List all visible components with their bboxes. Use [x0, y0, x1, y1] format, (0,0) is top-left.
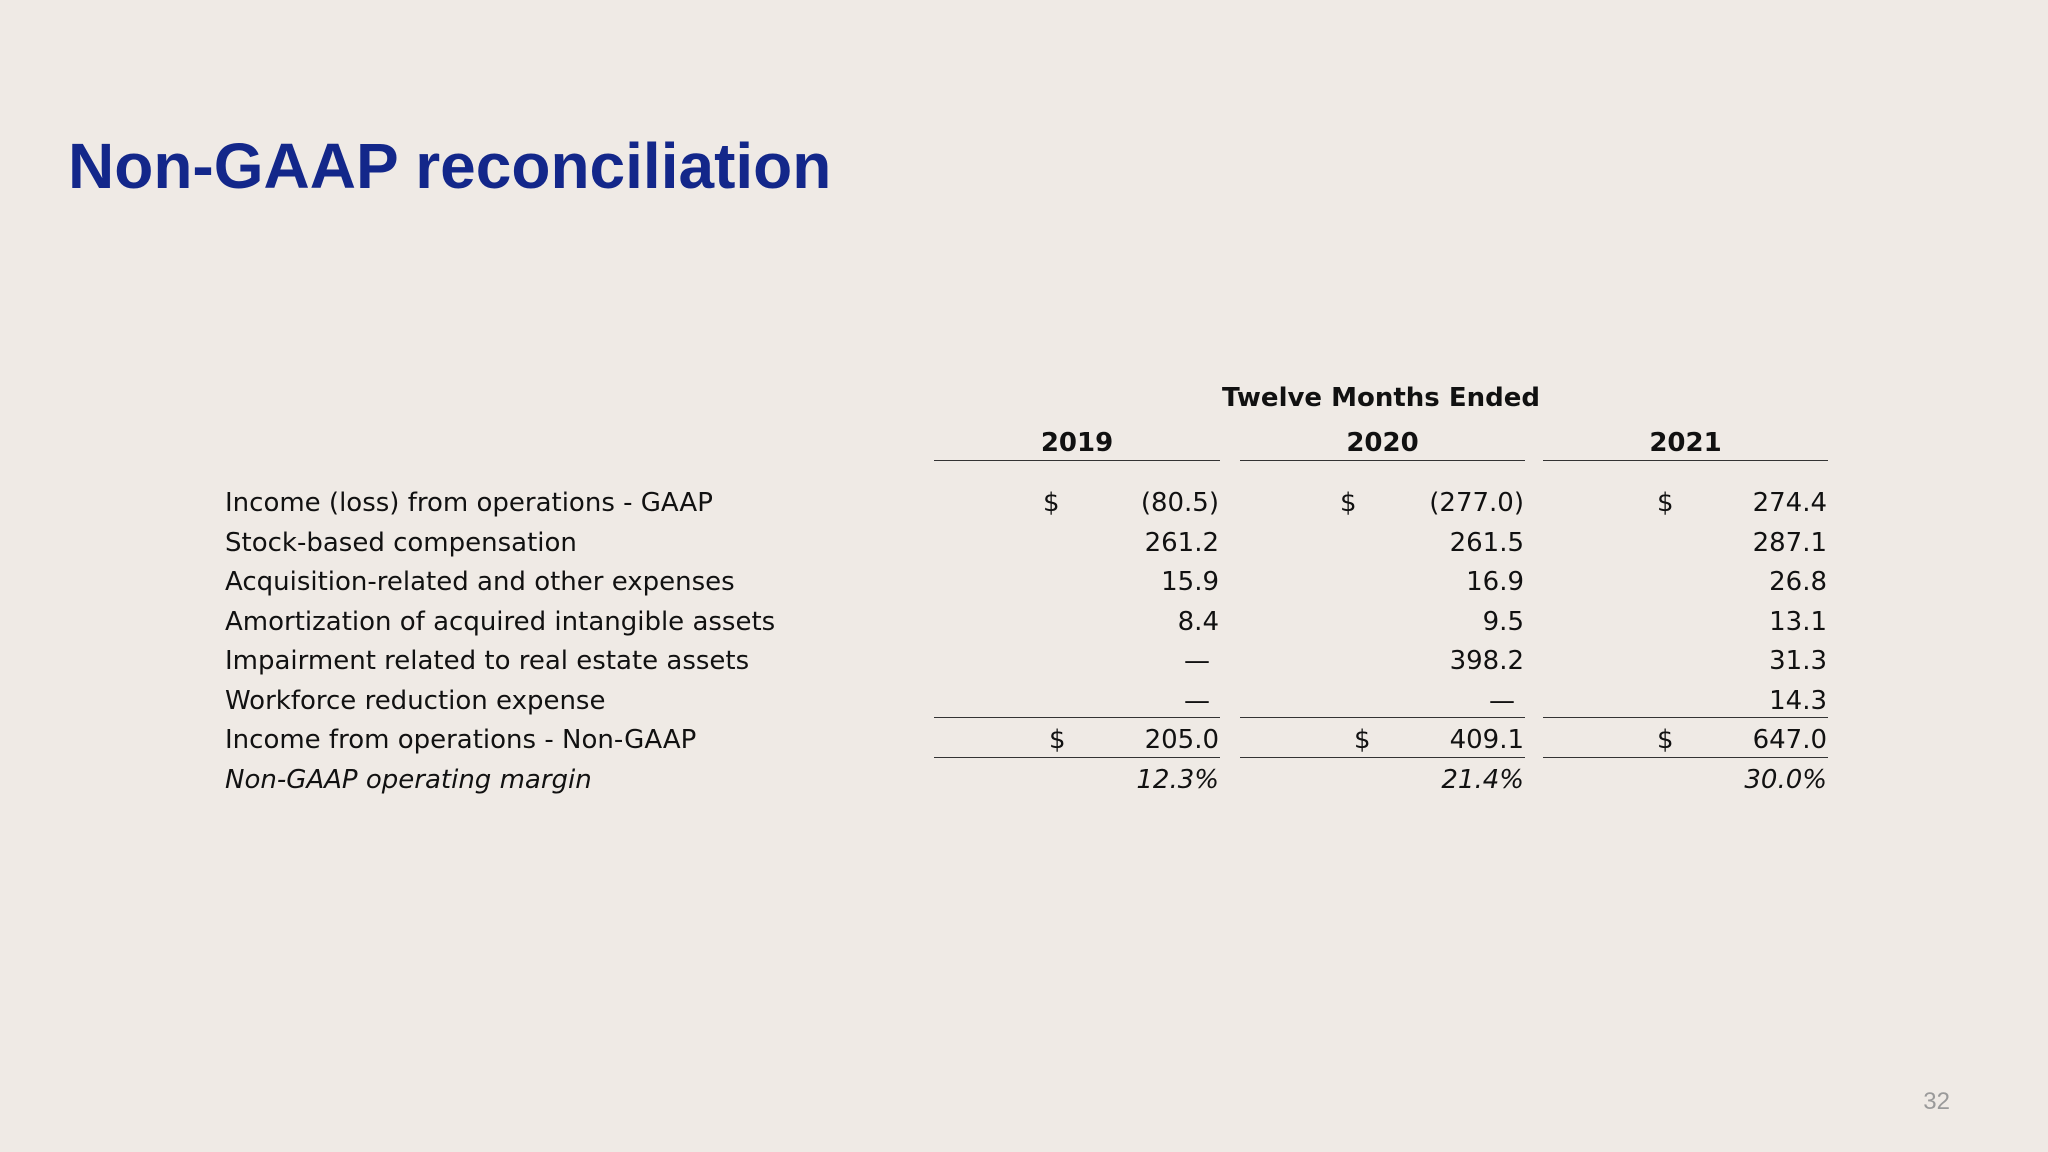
currency-symbol: $: [1657, 488, 1674, 518]
cell-2020: 409.1: [1449, 725, 1524, 755]
year-header-2019: 2019: [1040, 428, 1114, 458]
cell-2021: 13.1: [1769, 607, 1827, 637]
page-title: Non-GAAP reconciliation: [68, 130, 832, 202]
cell-2020: 16.9: [1466, 567, 1524, 597]
row-label: Non-GAAP operating margin: [225, 765, 592, 795]
header-rule-2021: [1543, 460, 1828, 461]
page-number: 32: [1923, 1088, 1950, 1115]
cell-2019: —: [1184, 646, 1210, 676]
row-label: Workforce reduction expense: [225, 686, 606, 716]
cell-2020: 9.5: [1482, 607, 1524, 637]
header-rule-2020: [1240, 460, 1525, 461]
cell-2021: 26.8: [1769, 567, 1827, 597]
row-label: Acquisition-related and other expenses: [225, 567, 735, 597]
cell-2021: 14.3: [1769, 686, 1827, 716]
cell-2020: —: [1489, 686, 1515, 716]
cell-2021: 30.0%: [1744, 765, 1827, 795]
header-rule-2019: [934, 460, 1220, 461]
row-label: Income from operations - Non-GAAP: [225, 725, 697, 755]
cell-2020: 398.2: [1449, 646, 1524, 676]
cell-2021: 287.1: [1752, 528, 1827, 558]
cell-2019: —: [1184, 686, 1210, 716]
cell-2019: 12.3%: [1136, 765, 1219, 795]
cell-2020: (277.0): [1429, 488, 1524, 518]
currency-symbol: $: [1657, 725, 1674, 755]
cell-2019: 8.4: [1177, 607, 1219, 637]
cell-2021: 31.3: [1769, 646, 1827, 676]
subtotal-rule-2020: [1240, 717, 1525, 718]
total-rule-2019: [934, 757, 1220, 758]
total-rule-2020: [1240, 757, 1525, 758]
row-label: Stock-based compensation: [225, 528, 577, 558]
cell-2021: 274.4: [1752, 488, 1827, 518]
currency-symbol: $: [1354, 725, 1371, 755]
year-header-2020: 2020: [1346, 428, 1419, 458]
cell-2019: 261.2: [1144, 528, 1219, 558]
row-label: Amortization of acquired intangible assets: [225, 607, 776, 637]
cell-2019: 15.9: [1161, 567, 1219, 597]
currency-symbol: $: [1043, 488, 1060, 518]
cell-2020: 21.4%: [1441, 765, 1524, 795]
cell-2019: 205.0: [1144, 725, 1219, 755]
subtotal-rule-2021: [1543, 717, 1828, 718]
row-label: Impairment related to real estate assets: [225, 646, 750, 676]
cell-2020: 261.5: [1449, 528, 1524, 558]
currency-symbol: $: [1340, 488, 1357, 518]
cell-2019: (80.5): [1140, 488, 1219, 518]
cell-2021: 647.0: [1752, 725, 1827, 755]
group-header: Twelve Months Ended: [1222, 383, 1540, 413]
year-header-2021: 2021: [1649, 428, 1722, 458]
row-label: Income (loss) from operations - GAAP: [225, 488, 713, 518]
total-rule-2021: [1543, 757, 1828, 758]
currency-symbol: $: [1049, 725, 1066, 755]
subtotal-rule-2019: [934, 717, 1220, 718]
